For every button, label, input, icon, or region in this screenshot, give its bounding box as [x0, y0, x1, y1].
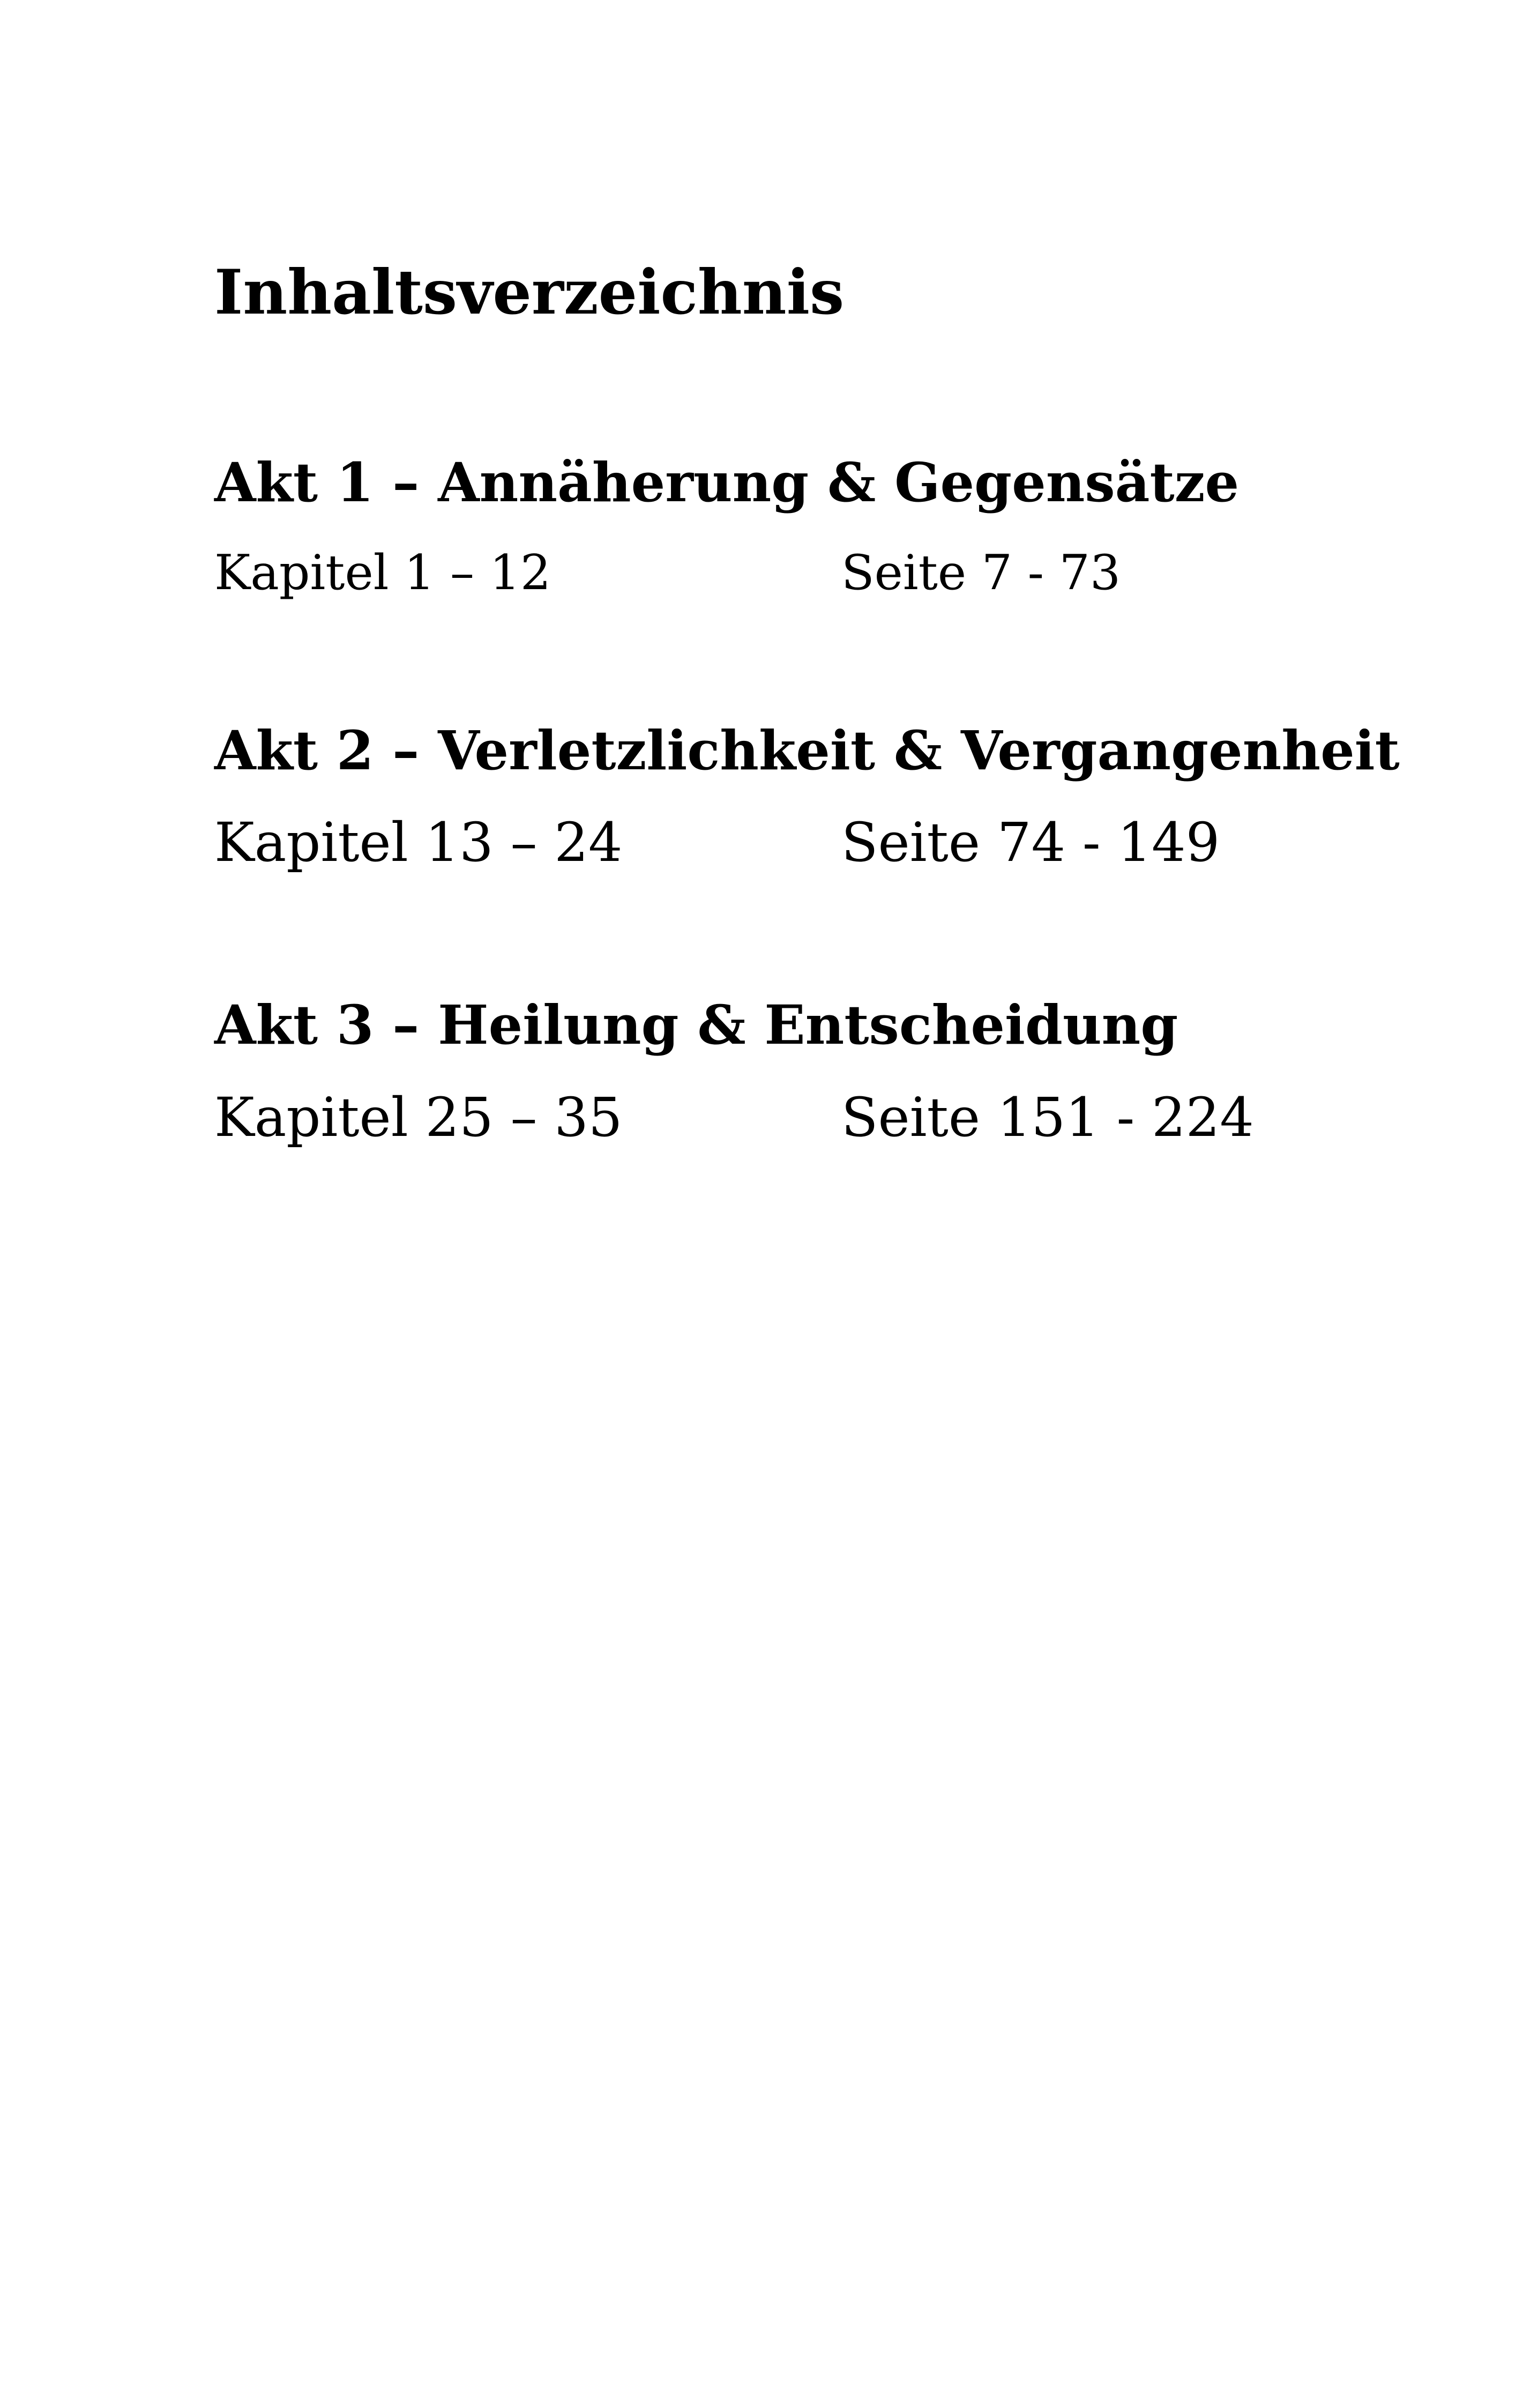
act-heading: Akt 1 – Annäherung & Gegensätze: [214, 451, 1240, 514]
chapter-range: Kapitel 13 – 24: [214, 811, 623, 874]
act-heading: Akt 3 – Heilung & Entscheidung: [214, 993, 1178, 1057]
page-range: Seite 7 - 73: [841, 545, 1121, 601]
page-title: Inhaltsverzeichnis: [214, 256, 845, 328]
toc-row: [214, 545, 1393, 613]
chapter-range: Kapitel 1 – 12: [214, 545, 551, 601]
act-heading: Akt 2 – Verletzlichkeit & Vergangenheit: [214, 719, 1400, 782]
toc-row: [214, 811, 1393, 880]
page-range: Seite 151 - 224: [841, 1086, 1254, 1149]
chapter-range: Kapitel 25 – 35: [214, 1086, 623, 1149]
page-range: Seite 74 - 149: [841, 811, 1220, 874]
toc-row: [214, 1086, 1393, 1155]
